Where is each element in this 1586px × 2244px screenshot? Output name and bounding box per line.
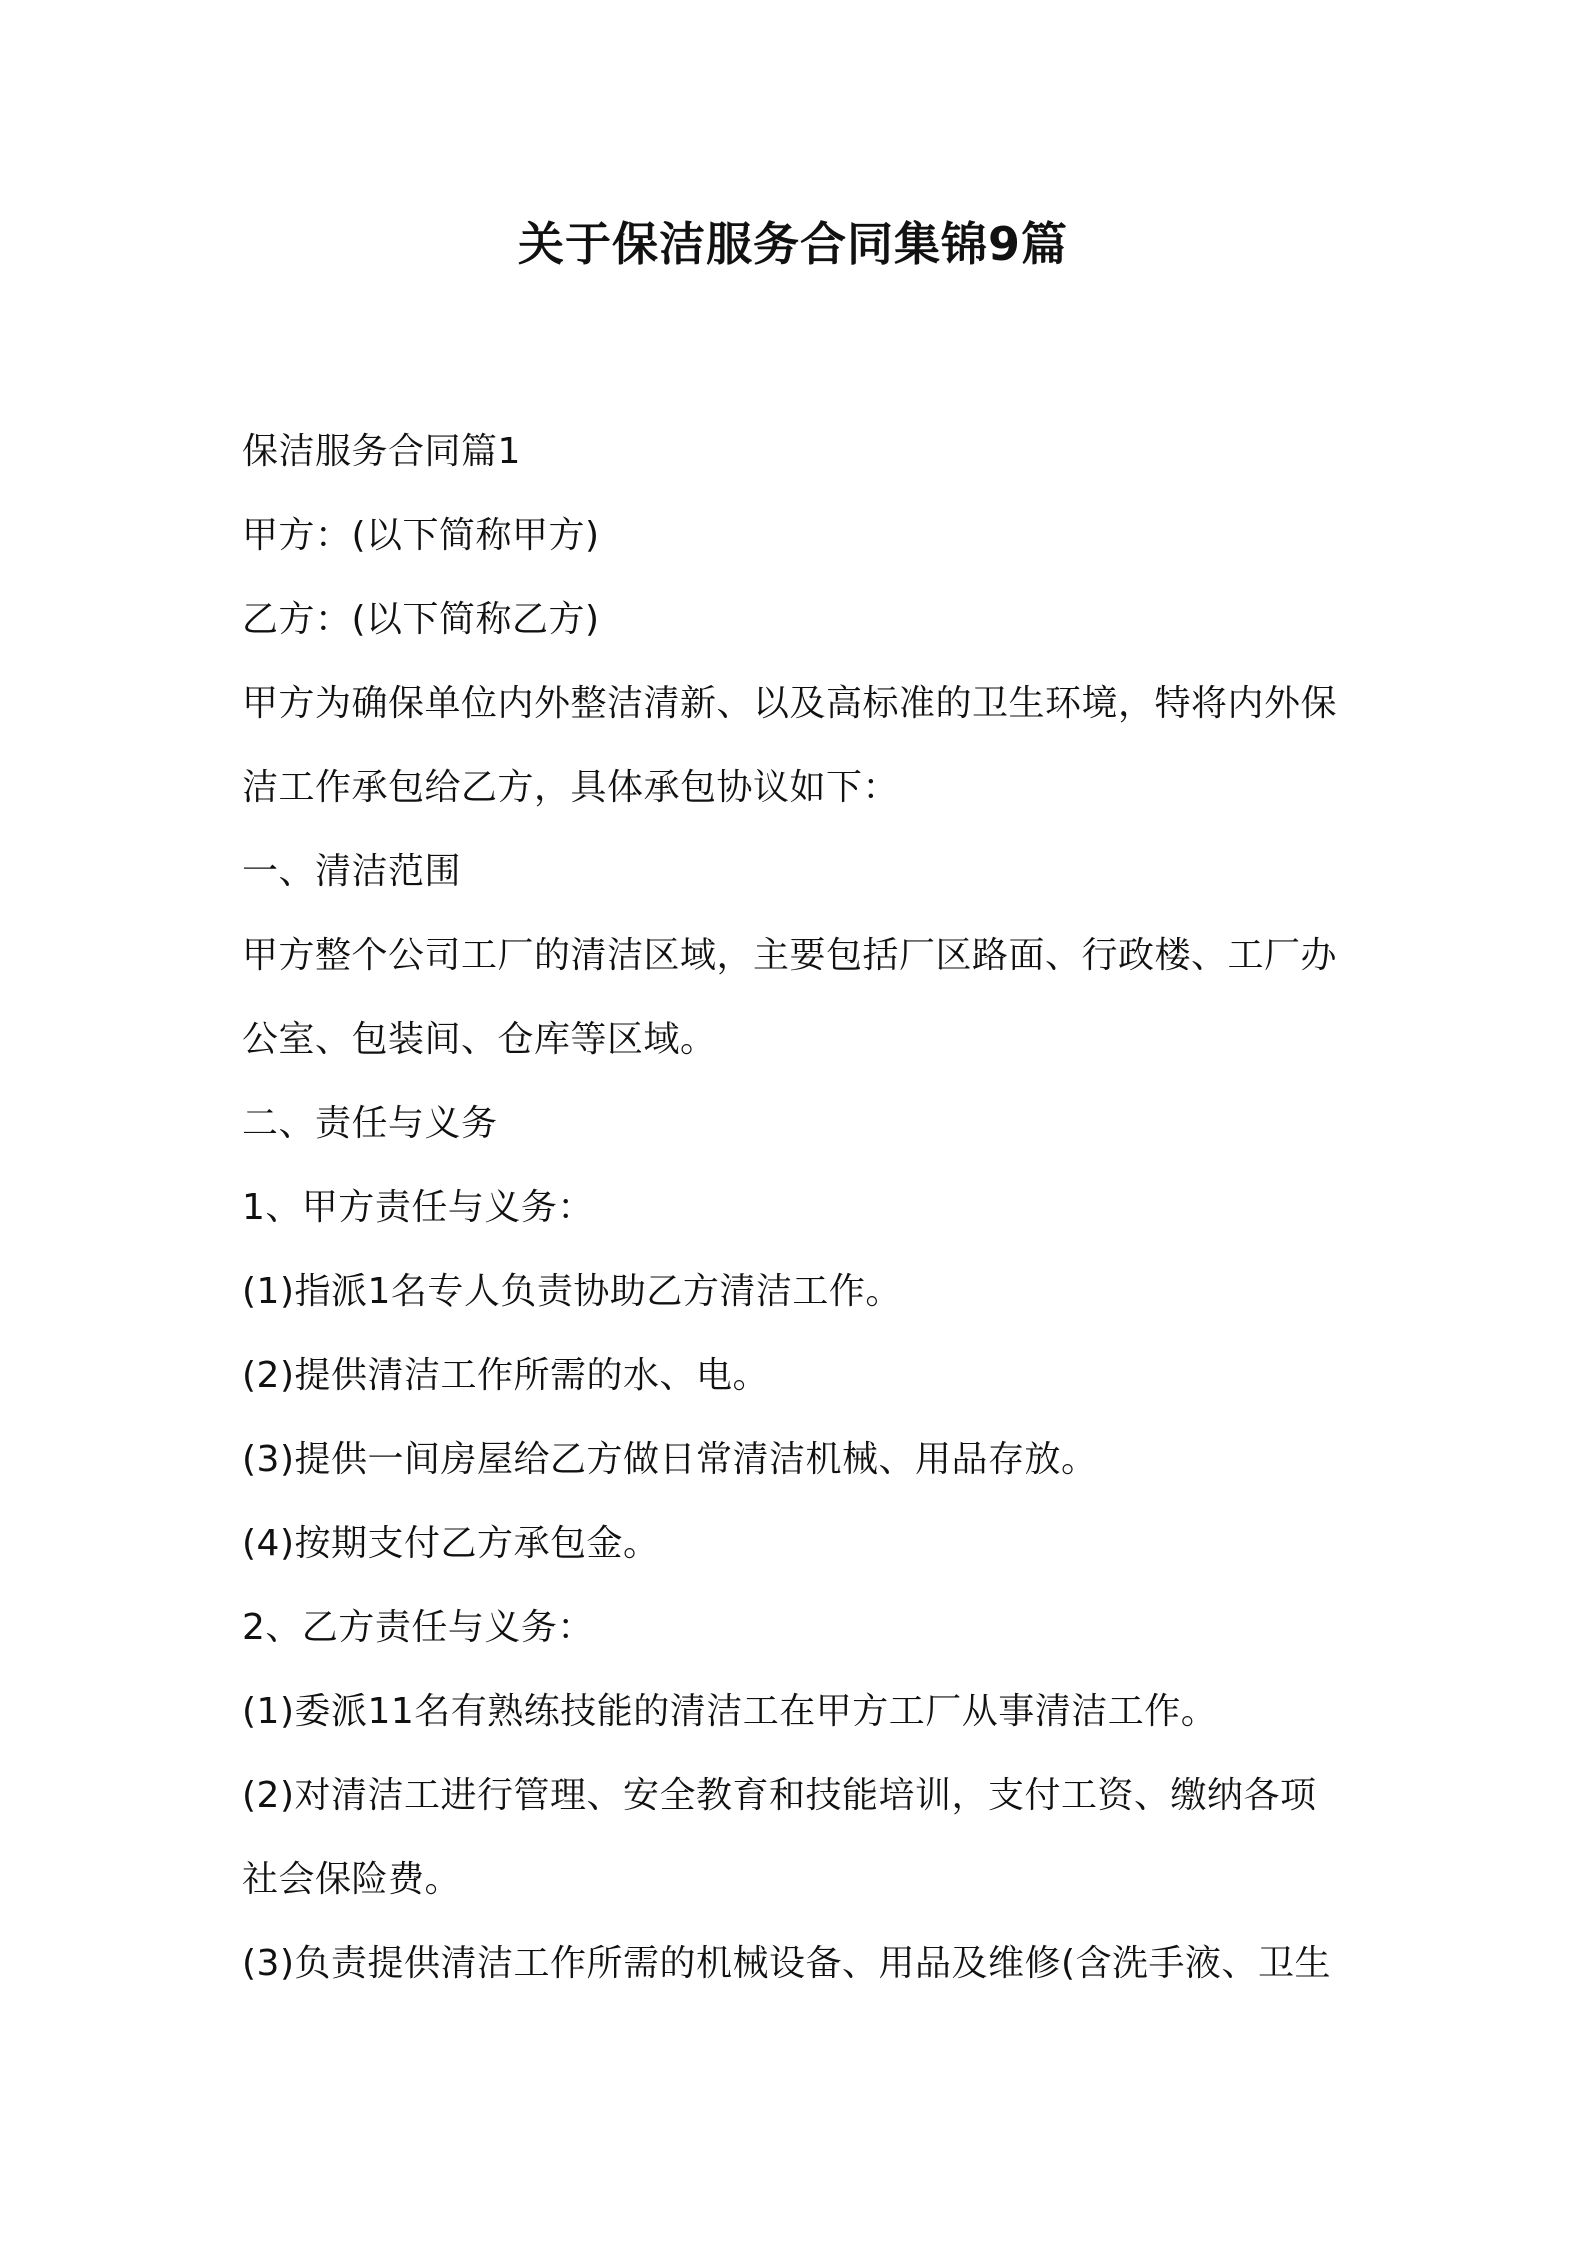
- party-a-line: 甲方：(以下简称甲方): [242, 515, 600, 556]
- paragraph-line: 公室、包装间、仓库等区域。: [242, 1019, 717, 1060]
- subclause-heading: 2、乙方责任与义务：: [242, 1607, 594, 1648]
- list-item-continuation: 社会保险费。: [242, 1859, 462, 1900]
- document-body: [242, 410, 1362, 2006]
- list-item: (1)指派1名专人负责协助乙方清洁工作。: [242, 1271, 902, 1312]
- subclause-heading: 1、甲方责任与义务：: [242, 1187, 594, 1228]
- clause-heading: 二、责任与义务: [242, 1103, 498, 1144]
- list-item: (3)提供一间房屋给乙方做日常清洁机械、用品存放。: [242, 1439, 1098, 1480]
- paragraph-line: 甲方整个公司工厂的清洁区域，主要包括厂区路面、行政楼、工厂办: [242, 935, 1338, 976]
- list-item: (2)对清洁工进行管理、安全教育和技能培训，支付工资、缴纳各项: [242, 1775, 1317, 1816]
- list-item: (4)按期支付乙方承包金。: [242, 1523, 660, 1564]
- document-title: 关于保洁服务合同集锦9篇: [517, 217, 1068, 271]
- party-b-line: 乙方：(以下简称乙方): [242, 599, 600, 640]
- list-item: (1)委派11名有熟练技能的清洁工在甲方工厂从事清洁工作。: [242, 1691, 1218, 1732]
- list-item: (2)提供清洁工作所需的水、电。: [242, 1355, 769, 1396]
- paragraph-line: 洁工作承包给乙方，具体承包协议如下：: [242, 767, 900, 808]
- section-heading: 保洁服务合同篇1: [242, 431, 521, 472]
- clause-heading: 一、清洁范围: [242, 851, 462, 892]
- paragraph-line: 甲方为确保单位内外整洁清新、以及高标准的卫生环境，特将内外保: [242, 683, 1338, 724]
- list-item: (3)负责提供清洁工作所需的机械设备、用品及维修(含洗手液、卫生: [242, 1943, 1332, 1984]
